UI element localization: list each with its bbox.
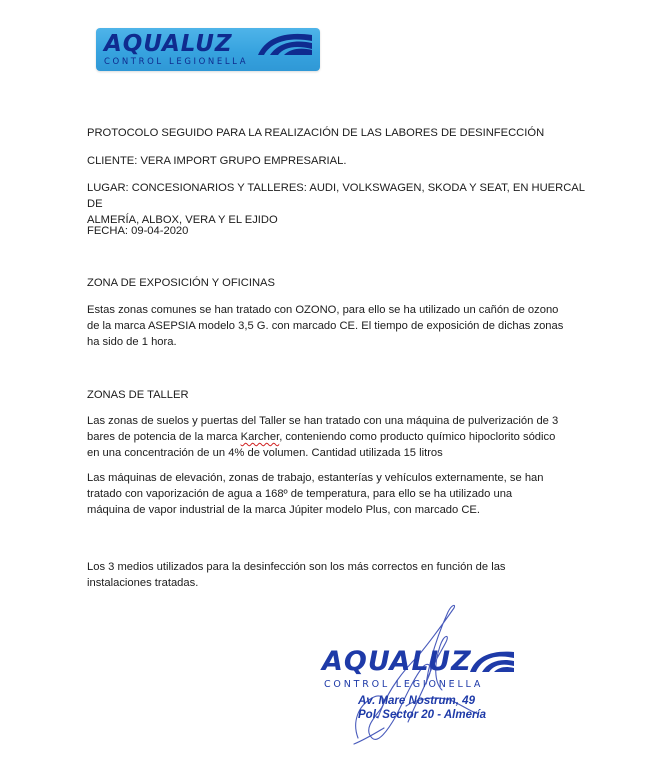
paragraph-line: Los 3 medios utilizados para la desinfección son los más correctos en función de las	[87, 561, 506, 573]
company-logo	[96, 28, 320, 71]
paragraph-line: máquina de vapor industrial de la marca Júpiter modelo Plus, con marcado CE.	[87, 504, 481, 516]
stamp-subtitle: CONTROL LEGIONELLA	[324, 679, 484, 690]
stamp-address-line-1: Av. Mare Nostrum, 49	[358, 695, 475, 707]
client-line: CLIENTE: VERA IMPORT GRUPO EMPRESARIAL.	[87, 155, 347, 167]
paragraph-line: instalaciones tratadas.	[87, 577, 199, 589]
place-line-2: ALMERÍA, ALBOX, VERA Y EL EJIDO	[87, 214, 278, 226]
company-stamp	[318, 598, 528, 748]
stamp-brand: AQUALUZ	[322, 646, 472, 677]
paragraph-line: Estas zonas comunes se han tratado con OZONO, para ello se ha utilizado un cañón de ozono	[87, 304, 559, 316]
document-title: PROTOCOLO SEGUIDO PARA LA REALIZACIÓN DE LAS LABORES DE DESINFECCIÓN	[87, 127, 545, 139]
section-heading-exposicion: ZONA DE EXPOSICIÓN Y OFICINAS	[87, 277, 275, 289]
text-run: bares de potencia de la marca	[87, 431, 241, 443]
stamp-address-line-2: Pol. Sector 20 - Almería	[358, 709, 487, 721]
section-exposicion-paragraph	[87, 302, 587, 350]
logo-brand: AQUALUZ	[104, 31, 233, 57]
wave-icon	[256, 31, 314, 57]
text-run: , conteniendo como producto químico hipoclorito sódico	[279, 431, 556, 443]
logo-subtitle: CONTROL LEGIONELLA	[104, 57, 249, 67]
misspelled-word: Karcher	[240, 431, 280, 443]
paragraph-line	[87, 429, 587, 445]
paragraph-line: tratado con vaporización de agua a 168º de temperatura, para ello se ha utilizado una	[87, 488, 513, 500]
paragraph-line: ha sido de 1 hora.	[87, 336, 177, 348]
stamp-wave-icon	[468, 648, 516, 674]
paragraph-line: Las máquinas de elevación, zonas de trabajo, estanterías y vehículos externamente, se han	[87, 472, 544, 484]
place-line-1: LUGAR: CONCESIONARIOS Y TALLERES: AUDI, VOLKSWAGEN, SKODA Y SEAT, EN HUERCAL DE	[87, 182, 585, 210]
conclusion-paragraph	[87, 559, 567, 591]
paragraph-line: en una concentración de un 4% de volumen. Cantidad utilizada 15 litros	[87, 447, 443, 459]
section-taller-paragraph-2	[87, 470, 587, 518]
place-block	[87, 180, 587, 228]
paragraph-line: Las zonas de suelos y puertas del Taller se han tratado con una máquina de pulverización de 3	[87, 415, 559, 427]
section-heading-taller: ZONAS DE TALLER	[87, 389, 189, 401]
date-line: FECHA: 09-04-2020	[87, 225, 189, 237]
paragraph-line: de la marca ASEPSIA modelo 3,5 G. con marcado CE. El tiempo de exposición de dichas zonas	[87, 320, 564, 332]
section-taller-paragraph-1	[87, 413, 587, 461]
